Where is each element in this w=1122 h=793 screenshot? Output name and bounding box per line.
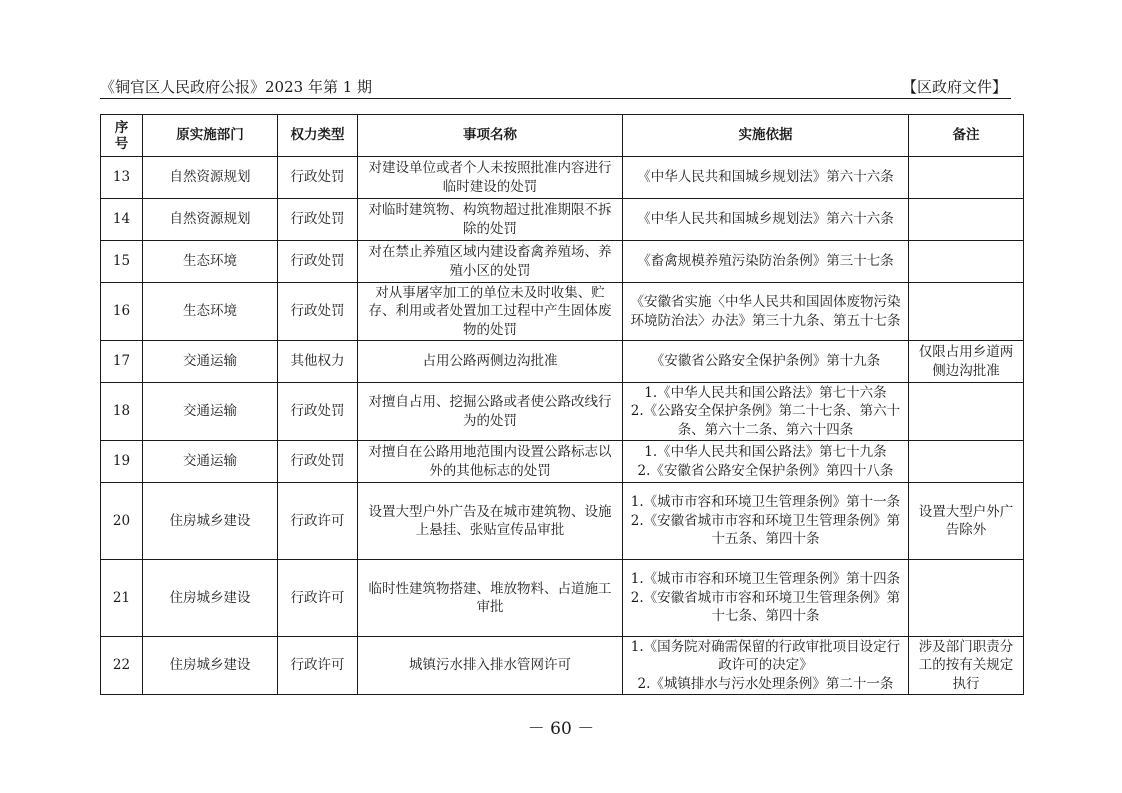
row-dept: 交通运输 [143, 383, 278, 441]
table-header-row [101, 115, 1024, 157]
basis-line: 2.《安徽省公路安全保护条例》第四十八条 [637, 462, 894, 479]
basis-line: 2.《安徽省城市市容和环境卫生管理条例》第十五条、第四十条 [630, 512, 901, 548]
row-type: 行政许可 [278, 560, 358, 637]
row-seq: 15 [101, 241, 143, 283]
row-dept: 住房城乡建设 [143, 483, 278, 560]
table-row [101, 241, 1024, 283]
row-basis [623, 441, 909, 483]
row-type: 行政处罚 [278, 283, 358, 341]
row-seq: 13 [101, 157, 143, 199]
row-item: 对擅自在公路用地范围内设置公路标志以外的其他标志的处罚 [358, 441, 623, 483]
row-item: 对擅自占用、挖掘公路或者使公路改线行为的处罚 [358, 383, 623, 441]
row-item: 对建设单位或者个人未按照批准内容进行临时建设的处罚 [358, 157, 623, 199]
table-row [101, 483, 1024, 560]
header-item: 事项名称 [358, 115, 623, 157]
table-row [101, 341, 1024, 383]
basis-line: 1.《国务院对确需保留的行政审批项目设定行政许可的决定》 [630, 638, 901, 674]
row-dept: 自然资源规划 [143, 199, 278, 241]
row-type: 其他权力 [278, 341, 358, 383]
row-note: 设置大型户外广告除外 [909, 483, 1024, 560]
row-basis [623, 283, 909, 341]
basis-line: 1.《中华人民共和国公路法》第七十六条 [644, 384, 887, 401]
row-seq: 20 [101, 483, 143, 560]
row-note [909, 157, 1024, 199]
row-dept: 生态环境 [143, 241, 278, 283]
basis-line: 2.《城镇排水与污水处理条例》第二十一条 [637, 675, 894, 692]
row-seq: 22 [101, 637, 143, 695]
basis-line: 《安徽省实施〈中华人民共和国固体废物污染环境防治法〉办法》第三十九条、第五十七条 [630, 294, 901, 329]
table-row [101, 157, 1024, 199]
row-dept: 住房城乡建设 [143, 560, 278, 637]
page-number: － 60 － [527, 719, 595, 739]
row-type: 行政处罚 [278, 157, 358, 199]
row-basis [623, 341, 909, 383]
row-type: 行政许可 [278, 637, 358, 695]
row-note [909, 441, 1024, 483]
row-note [909, 283, 1024, 341]
row-seq: 14 [101, 199, 143, 241]
row-item: 设置大型户外广告及在城市建筑物、设施上悬挂、张贴宣传品审批 [358, 483, 623, 560]
row-note: 涉及部门职责分工的按有关规定执行 [909, 637, 1024, 695]
row-seq: 17 [101, 341, 143, 383]
row-note [909, 560, 1024, 637]
header-type: 权力类型 [278, 115, 358, 157]
basis-line: 1.《城市市容和环境卫生管理条例》第十四条 [630, 571, 901, 588]
basis-line: 2.《公路安全保护条例》第二十七条、第六十条、第六十二条、第六十四条 [630, 403, 901, 438]
basis-line: 《安徽省公路安全保护条例》第十九条 [650, 353, 881, 370]
row-basis [623, 241, 909, 283]
row-note [909, 199, 1024, 241]
header-seq: 序 号 [101, 115, 143, 157]
row-seq: 16 [101, 283, 143, 341]
row-type: 行政处罚 [278, 383, 358, 441]
publication-title: 《铜官区人民政府公报》2023 年第 1 期 [100, 78, 373, 96]
row-seq: 18 [101, 383, 143, 441]
row-note [909, 383, 1024, 441]
row-seq: 21 [101, 560, 143, 637]
row-item: 城镇污水排入排水管网许可 [358, 637, 623, 695]
header-note: 备注 [909, 115, 1024, 157]
table-row [101, 637, 1024, 695]
header-divider [100, 98, 1011, 99]
row-type: 行政处罚 [278, 441, 358, 483]
table-row [101, 383, 1024, 441]
row-basis [623, 560, 909, 637]
basis-line: 1.《城市市容和环境卫生管理条例》第十一条 [630, 494, 901, 511]
basis-line: 2.《安徽省城市市容和环境卫生管理条例》第十七条、第四十条 [630, 589, 901, 625]
row-item: 临时性建筑物搭建、堆放物料、占道施工审批 [358, 560, 623, 637]
row-dept: 生态环境 [143, 283, 278, 341]
table-row [101, 199, 1024, 241]
row-item: 占用公路两侧边沟批准 [358, 341, 623, 383]
header-basis: 实施依据 [623, 115, 909, 157]
row-basis [623, 199, 909, 241]
basis-line: 《畜禽规模养殖污染防治条例》第三十七条 [637, 253, 894, 270]
row-basis [623, 383, 909, 441]
row-basis [623, 637, 909, 695]
table-row [101, 441, 1024, 483]
power-list-table [100, 114, 1024, 695]
row-dept: 交通运输 [143, 441, 278, 483]
table-row [101, 283, 1024, 341]
row-basis [623, 483, 909, 560]
row-note [909, 241, 1024, 283]
row-item: 对在禁止养殖区域内建设畜禽养殖场、养殖小区的处罚 [358, 241, 623, 283]
row-note: 仅限占用乡道两侧边沟批准 [909, 341, 1024, 383]
basis-line: 《中华人民共和国城乡规划法》第六十六条 [637, 211, 894, 228]
row-seq: 19 [101, 441, 143, 483]
section-label: 【区政府文件】 [901, 78, 1007, 96]
row-type: 行政处罚 [278, 199, 358, 241]
row-basis [623, 157, 909, 199]
table-row [101, 560, 1024, 637]
basis-line: 《中华人民共和国城乡规划法》第六十六条 [637, 169, 894, 186]
basis-line: 1.《中华人民共和国公路法》第七十九条 [644, 444, 887, 460]
row-dept: 交通运输 [143, 341, 278, 383]
row-item: 对从事屠宰加工的单位未及时收集、贮存、利用或者处置加工过程中产生固体废物的处罚 [358, 283, 623, 341]
header-dept: 原实施部门 [143, 115, 278, 157]
row-type: 行政处罚 [278, 241, 358, 283]
row-type: 行政许可 [278, 483, 358, 560]
row-dept: 住房城乡建设 [143, 637, 278, 695]
row-item: 对临时建筑物、构筑物超过批准期限不拆除的处罚 [358, 199, 623, 241]
page-header [100, 76, 1011, 98]
row-dept: 自然资源规划 [143, 157, 278, 199]
